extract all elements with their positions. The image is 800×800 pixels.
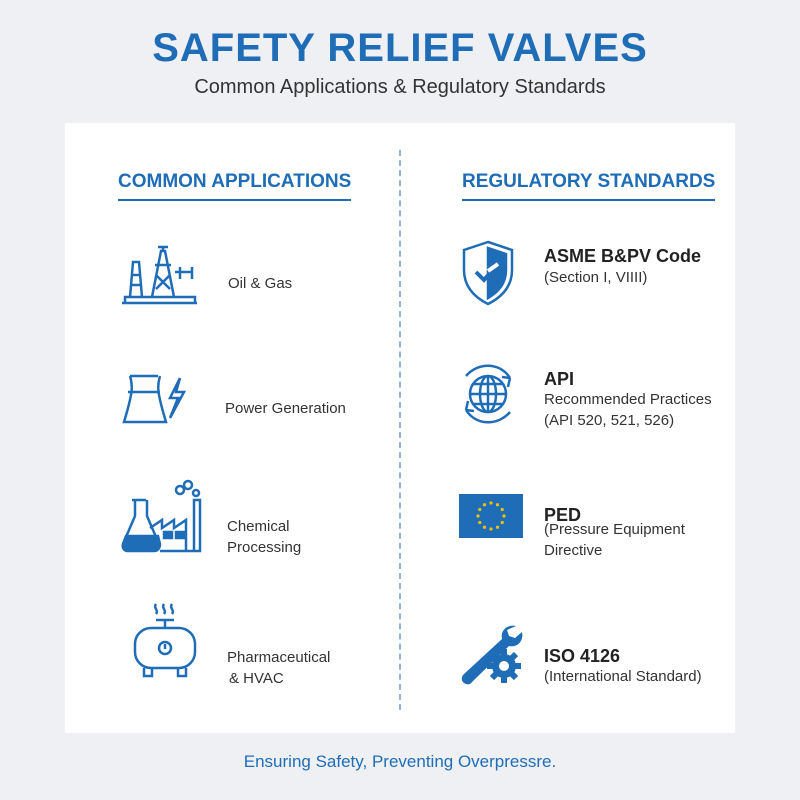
eu-star-icon xyxy=(501,508,504,511)
standards-heading: REGULATORY STANDARDS xyxy=(462,171,715,201)
eu-star-icon xyxy=(478,521,481,524)
application-label: Chemical xyxy=(227,518,290,535)
standard-title: PED xyxy=(544,505,582,525)
standard-title: API xyxy=(544,369,575,389)
application-label: & HVAC xyxy=(229,670,284,687)
oil-rig-icon xyxy=(120,245,205,305)
page-title: SAFETY RELIEF VALVES xyxy=(152,26,648,70)
eu-star-icon xyxy=(496,503,499,506)
eu-star-icon xyxy=(476,514,479,517)
eu-star-icon xyxy=(502,514,505,517)
standard-subtitle: Recommended Practices xyxy=(544,391,712,408)
application-label: Power Generation xyxy=(225,400,346,417)
eu-star-icon xyxy=(501,521,504,524)
application-label: Pharmaceutical xyxy=(227,649,331,666)
eu-star-icon xyxy=(489,501,492,504)
application-label: Oil & Gas xyxy=(228,275,293,292)
shield-check-icon xyxy=(460,240,516,306)
standard-subtitle: (Section I, VIIII) xyxy=(544,269,648,286)
footer-tagline: Ensuring Safety, Preventing Overpressre. xyxy=(243,752,557,771)
applications-heading: COMMON APPLICATIONS xyxy=(118,171,351,201)
application-label: Processing xyxy=(227,539,302,556)
standard-title: ASME B&PV Code xyxy=(544,246,702,266)
eu-star-icon xyxy=(478,508,481,511)
globe-arrows-icon xyxy=(452,362,524,426)
standard-subtitle: (API 520, 521, 526) xyxy=(544,412,675,429)
cooling-tower-icon xyxy=(122,374,192,424)
eu-flag-icon xyxy=(459,494,523,538)
standard-title: ISO 4126 xyxy=(544,646,621,666)
standard-subtitle: (Pressure Equipment xyxy=(544,521,685,538)
standard-subtitle: (International Standard) xyxy=(544,668,702,685)
eu-star-icon xyxy=(496,526,499,529)
column-divider xyxy=(399,150,401,710)
steam-tank-icon xyxy=(132,602,202,682)
wrench-gear-icon xyxy=(458,622,526,688)
eu-star-icon xyxy=(483,503,486,506)
page-subtitle: Common Applications & Regulatory Standards xyxy=(194,76,606,98)
chemical-factory-icon xyxy=(120,480,205,555)
eu-star-icon xyxy=(483,526,486,529)
standard-subtitle: Directive xyxy=(544,542,603,559)
eu-star-icon xyxy=(489,527,492,530)
